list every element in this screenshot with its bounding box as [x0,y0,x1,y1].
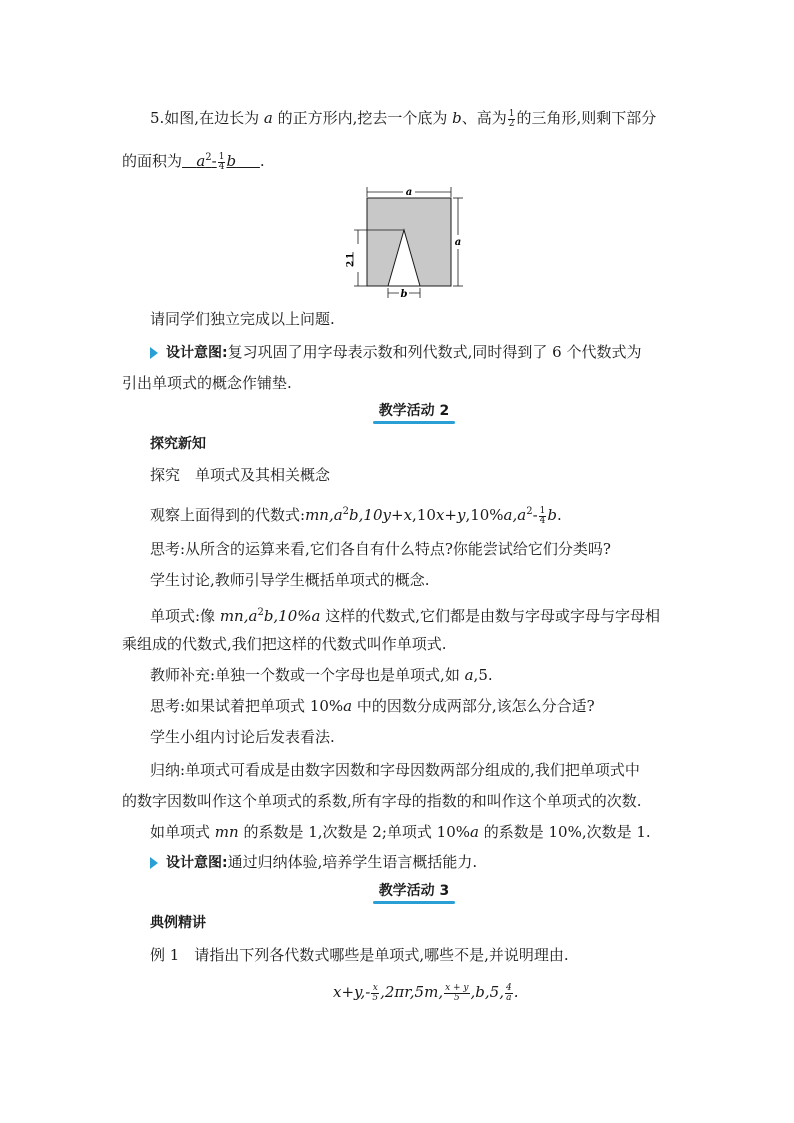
expr: ,b,5, [470,983,504,1001]
activity-3-heading [373,881,455,901]
expr: . [513,983,519,1001]
text: 中的因数分成两部分,该怎么分合适? [352,697,595,715]
summary-line2: 的数字因数叫作这个单项式的系数,所有字母的指数的和叫作这个单项式的次数. [122,792,642,810]
text: . [259,152,265,170]
text: 5.如图,在边长为 [150,109,264,127]
denominator: 5 [453,992,460,1003]
fraction [371,984,379,1003]
triangle-bullet-icon [150,857,158,869]
numerator: 1 [539,505,546,516]
left-label-numerator: 1 [346,252,356,260]
right-label: a [454,237,462,248]
answer-blank [182,152,260,170]
expr: b,10% [263,607,312,625]
answer-b: b [226,152,237,170]
expr: + [391,506,404,524]
fraction-quarter [539,507,547,526]
design-intent-2 [150,852,477,873]
answer-minus: - [211,152,217,170]
expr: x [403,506,413,524]
expr: b [547,506,558,524]
instruction-text: 请同学们独立完成以上问题. [150,310,335,328]
discussion-2: 学生小组内讨论后发表看法. [150,728,335,746]
section-explore-title: 探究新知 [150,436,206,452]
expr: y [456,506,466,524]
answer-fraction [218,153,226,172]
left-label-denominator: 2 [346,260,356,268]
expr: y [382,506,391,524]
expr: a [343,697,353,715]
sup: 2 [342,506,350,517]
denominator: 4 [539,515,546,526]
expr: - [532,506,538,524]
fraction-half [508,110,516,129]
text: 思考:如果试着把单项式 10% [150,697,344,715]
expr: ,2πr,5m, [380,983,444,1001]
expr: + [444,506,457,524]
design-intent-1-line2: 引出单项式的概念作铺垫. [122,374,292,392]
expr: a [503,506,513,524]
text: 单项式:像 [150,607,220,625]
think-question-1: 思考:从所含的运算来看,它们各自有什么特点?你能尝试给它们分类吗? [150,540,611,558]
numerator: x + y [445,982,469,993]
definition-line1 [150,603,660,626]
text: 的系数是 1,次数是 2;单项式 10% [238,823,470,841]
answer-a: a [196,152,206,170]
explore-subtitle: 探究 单项式及其相关概念 [150,466,331,484]
think-question-2 [150,696,595,716]
var-a: a [263,109,273,127]
sup: 2 [257,607,264,618]
problem5-line1 [150,108,656,129]
expr: mn,a [305,506,343,524]
section-examples-title: 典例精讲 [150,915,206,931]
answer-sup: 2 [205,152,212,163]
expr: ,10 [412,506,436,524]
text: 的正方形内,挖去一个底为 [272,109,453,127]
triangle-bullet-icon [150,347,158,359]
teacher-supplement [150,665,493,685]
sup: 2 [526,506,533,517]
design-intent-label: 设计意图: [166,345,228,361]
discussion-1: 学生讨论,教师引导学生概括单项式的概念. [150,571,430,589]
heading-underline [373,901,455,904]
square-triangle-figure [330,182,470,300]
expr: ,10% [465,506,504,524]
text: 、高为 [461,109,507,127]
expr: x [435,506,445,524]
numerator: 1 [508,108,515,119]
expr: a [311,607,321,625]
bottom-label: b [400,289,408,300]
fraction [444,984,469,1003]
expr: ,a [512,506,527,524]
text: 的三角形,则剩下部分 [516,109,657,127]
example-1-expressions [333,982,519,1003]
denominator: 2 [508,118,515,129]
fraction [505,984,513,1003]
text: 这样的代数式,它们都是由数与字母或字母与字母相 [320,607,661,625]
definition-line2: 乘组成的代数式,我们把这样的代数式叫作单项式. [122,635,447,653]
design-intent-1-line1 [150,342,641,363]
expr: a [464,666,474,684]
text: 复习巩固了用字母表示数和列代数式,同时得到了 6 个代数式为 [227,343,642,361]
text: 观察上面得到的代数式: [150,506,306,524]
expr: mn [214,823,239,841]
problem5-line2 [122,148,265,172]
expr: . [557,506,562,524]
activity-2-title: 教学活动 2 [378,403,450,419]
numerator: 4 [505,982,512,993]
observe-line [150,502,562,526]
activity-3-title: 教学活动 3 [378,883,450,899]
heading-underline [373,421,455,424]
expr: b,10 [349,506,383,524]
text: 的面积为 [122,152,183,170]
text: 通过归纳体验,培养学生语言概括能力. [227,853,478,871]
expr: x+y,- [333,983,371,1001]
denominator: 4 [218,161,225,172]
var-b: b [452,109,462,127]
numerator: 1 [218,151,225,162]
example-coefficient-line [150,822,651,842]
text: 如单项式 [150,823,215,841]
expr: mn,a [219,607,258,625]
text: 教师补充:单独一个数或一个字母也是单项式,如 [150,666,465,684]
expr: a [470,823,479,841]
text: ,5. [473,666,493,684]
top-label: a [405,187,413,198]
summary-line1: 归纳:单项式可看成是由数字因数和字母因数两部分组成的,我们把单项式中 [150,761,640,779]
design-intent-label: 设计意图: [166,855,228,871]
denominator: a [506,992,512,1003]
example-1-question: 例 1 请指出下列各代数式哪些是单项式,哪些不是,并说明理由. [150,946,569,964]
numerator: x [372,982,378,993]
activity-2-heading [373,401,455,421]
text: 的系数是 10%,次数是 1. [478,823,651,841]
denominator: 5 [372,992,379,1003]
